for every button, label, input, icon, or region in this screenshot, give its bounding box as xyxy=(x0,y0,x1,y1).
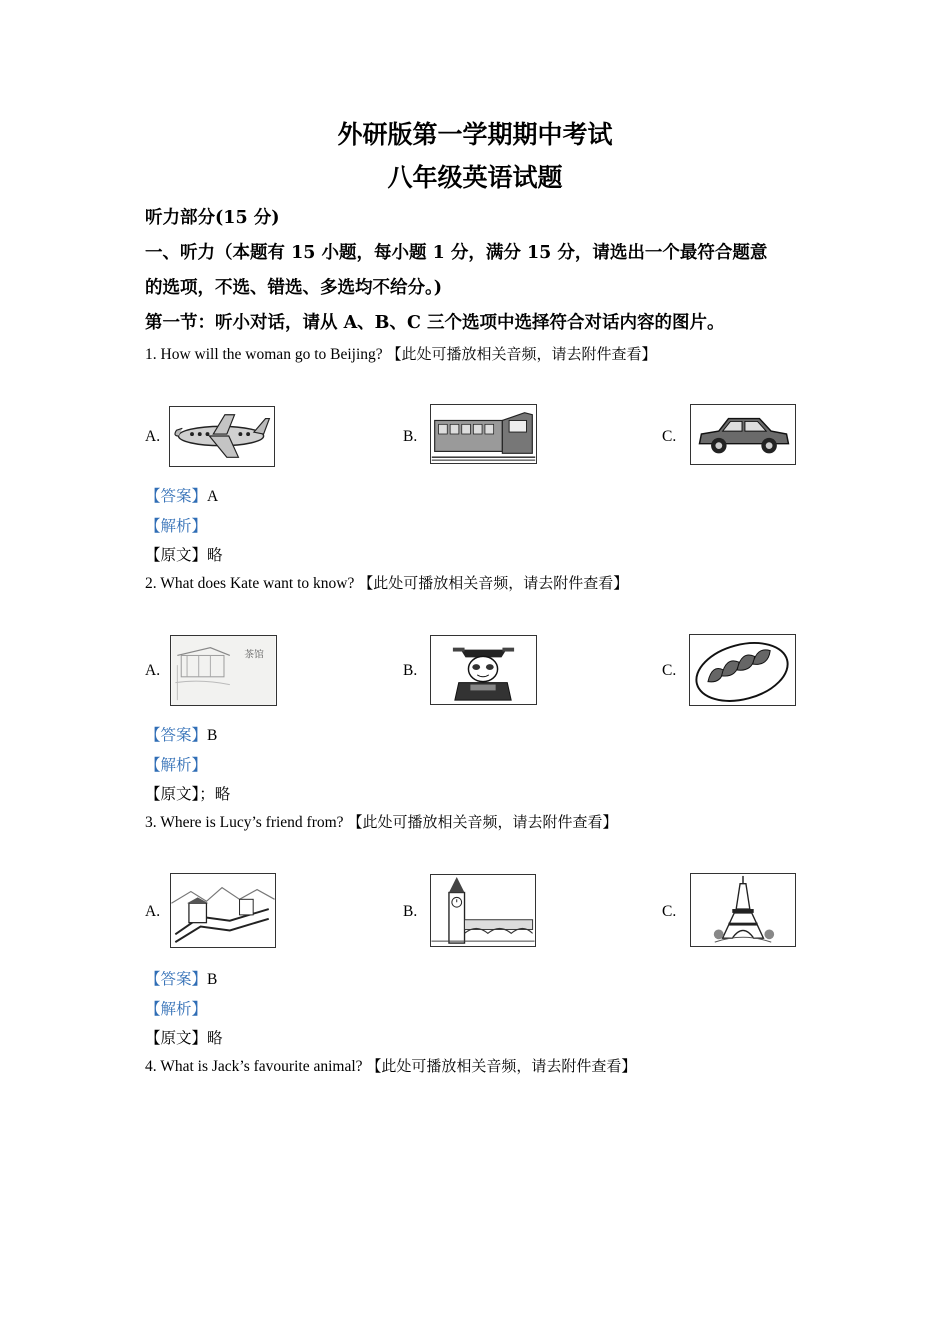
q1-analysis xyxy=(145,514,207,536)
train-icon[interactable] xyxy=(430,404,537,464)
q2-option-b-label[interactable]: B. xyxy=(403,662,418,679)
q3-original xyxy=(145,1026,223,1048)
answer-label: 【答案】 xyxy=(145,727,208,744)
audio-note[interactable]: 【此处可播放相关音频，请去附件查看】 xyxy=(358,574,629,592)
original-value: ；略 xyxy=(199,786,231,803)
original-label: 【原文】 xyxy=(145,547,208,564)
original-value: 略 xyxy=(207,547,223,564)
airplane-icon[interactable] xyxy=(169,406,275,467)
q3-option-c-label[interactable]: C. xyxy=(662,903,677,920)
question-2-text: 2. What does Kate want to know? xyxy=(145,575,355,592)
q2-analysis xyxy=(145,753,207,775)
q3-answer xyxy=(145,967,217,989)
teahouse-sign: 茶馆 xyxy=(244,649,264,661)
part-one-heading: 第一节：听小对话，请从 A、B、C 三个选项中选择符合对话内容的图片。 xyxy=(145,313,725,333)
q3-option-a-label[interactable]: A. xyxy=(145,903,161,920)
listening-section-label: 听力部分(15 分) xyxy=(145,208,280,228)
q2-answer xyxy=(145,723,217,745)
dumplings-icon[interactable] xyxy=(689,634,796,706)
great-wall-icon[interactable] xyxy=(170,873,276,948)
question-3 xyxy=(145,811,617,832)
answer-value: A xyxy=(207,488,219,505)
question-1 xyxy=(145,343,657,364)
q2-original xyxy=(145,782,230,804)
eiffel-tower-icon[interactable] xyxy=(690,873,796,947)
answer-label: 【答案】 xyxy=(145,971,208,988)
answer-label: 【答案】 xyxy=(145,488,208,505)
q3-analysis xyxy=(145,997,207,1019)
instruction-line-2: 的选项，不选、错选、多选均不给分。) xyxy=(145,278,443,298)
answer-value: B xyxy=(207,971,218,988)
q2-option-a-label[interactable]: A. xyxy=(145,662,161,679)
question-3-text: 3. Where is Lucy’s friend from? xyxy=(145,814,344,831)
original-label: 【原文】 xyxy=(145,1030,208,1047)
audio-note[interactable]: 【此处可播放相关音频，请去附件查看】 xyxy=(386,345,657,363)
audio-note[interactable]: 【此处可播放相关音频，请去附件查看】 xyxy=(366,1057,637,1075)
car-icon[interactable] xyxy=(690,404,796,465)
analysis-label: 【解析】 xyxy=(145,1001,208,1018)
exam-title: 外研版第一学期期中考试 xyxy=(337,120,613,149)
original-value: 略 xyxy=(207,1030,223,1047)
analysis-label: 【解析】 xyxy=(145,757,208,774)
big-ben-icon[interactable] xyxy=(430,874,536,947)
question-4-text: 4. What is Jack’s favourite animal? xyxy=(145,1058,363,1075)
analysis-label: 【解析】 xyxy=(145,518,208,535)
q1-option-a-label[interactable]: A. xyxy=(145,428,161,445)
question-1-text: 1. How will the woman go to Beijing? xyxy=(145,346,383,363)
q1-answer xyxy=(145,484,218,506)
q2-option-c-label[interactable]: C. xyxy=(662,662,677,679)
opera-figure-icon[interactable] xyxy=(430,635,537,705)
audio-note[interactable]: 【此处可播放相关音频，请去附件查看】 xyxy=(347,813,618,831)
q1-option-c-label[interactable]: C. xyxy=(662,428,677,445)
q3-option-b-label[interactable]: B. xyxy=(403,903,418,920)
answer-value: B xyxy=(207,727,218,744)
question-2 xyxy=(145,572,628,593)
teahouse-icon[interactable] xyxy=(170,635,277,706)
exam-subtitle: 八年级英语试题 xyxy=(387,163,563,192)
q1-option-b-label[interactable]: B. xyxy=(403,428,418,445)
q1-original xyxy=(145,543,223,565)
original-label: 【原文】 xyxy=(145,786,200,803)
question-4 xyxy=(145,1055,636,1076)
instruction-line-1: 一、听力（本题有 15 小题，每小题 1 分，满分 15 分，请选出一个最符合题意 xyxy=(145,243,768,263)
